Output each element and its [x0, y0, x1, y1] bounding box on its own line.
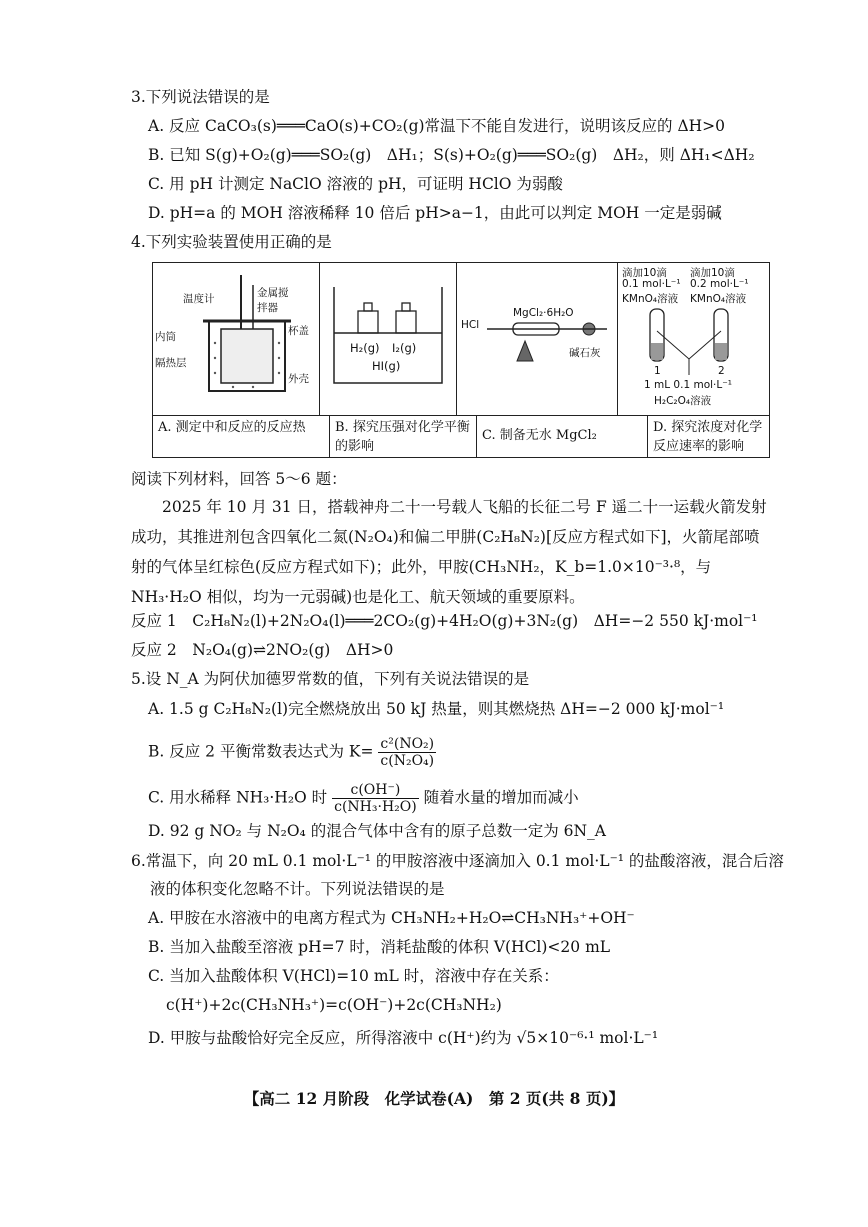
dehydration-apparatus-diagram [457, 263, 617, 415]
q3-option-d: D. pH=a 的 MOH 溶液稀释 10 倍后 pH>a−1，由此可以判定 MOH 一定是弱碱 [148, 204, 722, 222]
q6-option-a: A. 甲胺在水溶液中的电离方程式为 CH₃NH₂+H₂O⇌CH₃NH₃⁺+OH⁻ [148, 909, 635, 927]
label-h2c2o4-amount: 1 mL 0.1 mol·L⁻¹ [644, 379, 732, 391]
q5-option-c-suffix: 随着水量的增加而减小 [423, 788, 579, 807]
label-outer-shell: 外壳 [288, 373, 309, 385]
label-h2c2o4-solution: H₂C₂O₄溶液 [654, 395, 712, 407]
label-drop-1: 滴加10滴 [622, 267, 667, 279]
q4-stem: 4.下列实验装置使用正确的是 [131, 233, 332, 251]
q5-c-numerator: c(OH⁻) [332, 782, 419, 799]
label-conc-2: 0.2 mol·L⁻¹ [690, 278, 749, 290]
q3-option-b: B. 已知 S(g)+O₂(g)═══SO₂(g) ΔH₁；S(s)+O₂(g)═══SO₂(g) ΔH₂，则 ΔH₁<ΔH₂ [148, 146, 755, 164]
q6-option-c: C. 当加入盐酸体积 V(HCl)=10 mL 时，溶液中存在关系： [148, 967, 559, 985]
caption-c: C. 制备无水 MgCl₂ [477, 416, 648, 458]
q3-stem: 3.下列说法错误的是 [131, 88, 270, 106]
reading-intro: 阅读下列材料，回答 5～6 题： [131, 470, 347, 488]
label-hi: HI(g) [372, 359, 401, 373]
label-kmno4-2: KMnO₄溶液 [690, 293, 747, 305]
q6-stem-line1: 6.常温下，向 20 mL 0.1 mol·L⁻¹ 的甲胺溶液中逐滴加入 0.1 mol·L⁻¹ 的盐酸溶液，混合后溶 [131, 852, 784, 870]
q5-option-b [148, 736, 436, 769]
apparatus-b-figure [320, 263, 457, 415]
q6-stem-line2: 液的体积变化忽略不计。下列说法错误的是 [150, 880, 445, 898]
page-footer: 【高二 12 月阶段 化学试卷(A) 第 2 页(共 8 页)】 [243, 1089, 625, 1108]
calorimeter-diagram [153, 263, 319, 415]
caption-b: B. 探究压强对化学平衡的影响 [330, 416, 477, 458]
label-h2: H₂(g) [350, 341, 380, 355]
apparatus-table [152, 262, 770, 458]
q5-b-numerator: c²(NO₂) [380, 736, 435, 752]
label-i2: I₂(g) [392, 341, 417, 355]
caption-a: A. 测定中和反应的反应热 [153, 416, 330, 458]
q5-option-c [148, 782, 579, 815]
q5-option-d: D. 92 g NO₂ 与 N₂O₄ 的混合气体中含有的原子总数一定为 6N_A [148, 822, 606, 840]
apparatus-d-figure [618, 263, 769, 415]
q5-option-a: A. 1.5 g C₂H₈N₂(l)完全燃烧放出 50 kJ 热量，则其燃烧热 ΔH=−2 000 kJ·mol⁻¹ [148, 700, 725, 718]
label-lid: 杯盖 [288, 325, 309, 337]
caption-d: D. 探究浓度对化学反应速率的影响 [653, 420, 763, 454]
q5-stem: 5.设 N_A 为阿伏加德罗常数的值，下列有关说法错误的是 [131, 670, 530, 688]
q3-option-c: C. 用 pH 计测定 NaClO 溶液的 pH，可证明 HClO 为弱酸 [148, 175, 563, 193]
label-tube-2: 2 [718, 365, 725, 377]
q6-option-c-relation: c(H⁺)+2c(CH₃NH₃⁺)=c(OH⁻)+2c(CH₃NH₂) [166, 996, 502, 1014]
reaction-2: 反应 2 N₂O₄(g)⇌2NO₂(g) ΔH>0 [131, 641, 394, 659]
label-stirrer: 金属搅拌器 [257, 287, 289, 314]
label-kmno4-1: KMnO₄溶液 [622, 293, 679, 305]
reading-paragraph: 2025 年 10 月 31 日，搭载神舟二十一号载人飞船的长征二号 F 遥二十一运载火箭发射成功，其推进剂包含四氧化二氮(N₂O₄)和偏二甲肼(C₂H₈N₂)[反应方程式如下]，火箭尾部喷射的气体呈红棕色(反应方程式如下)；此外，甲胺(CH₃NH₂，K_b=1.0×10⁻³·⁸，与 NH₃·H₂O 相似，均为一元弱碱)也是化工、航天领域的重要原料。 [131, 498, 767, 606]
q6-option-b: B. 当加入盐酸至溶液 pH=7 时，消耗盐酸的体积 V(HCl)<20 mL [148, 938, 611, 956]
label-hcl: HCl [461, 319, 480, 331]
apparatus-a-figure [153, 263, 320, 415]
label-tube-1: 1 [654, 365, 661, 377]
q5-option-c-text: C. 用水稀释 NH₃·H₂O 时 [148, 788, 328, 807]
label-inner-cylinder: 内筒 [155, 331, 176, 343]
q5-c-denominator: c(NH₃·H₂O) [334, 799, 417, 815]
reaction-1: 反应 1 C₂H₈N₂(l)+2N₂O₄(l)═══2CO₂(g)+4H₂O(g)+3N₂(g) ΔH=−2 550 kJ·mol⁻¹ [131, 612, 758, 630]
q3-option-a: A. 反应 CaCO₃(s)═══CaO(s)+CO₂(g)常温下不能自发进行，说明该反应的 ΔH>0 [148, 117, 726, 135]
q5-b-denominator: c(N₂O₄) [380, 753, 435, 769]
q5-b-fraction [378, 736, 436, 769]
label-soda-lime: 碱石灰 [569, 347, 601, 359]
label-insulation: 隔热层 [155, 357, 187, 369]
label-mgcl2-hydrate: MgCl₂·6H₂O [513, 307, 574, 319]
apparatus-c-figure [457, 263, 618, 415]
label-conc-1: 0.1 mol·L⁻¹ [622, 278, 681, 290]
label-drop-2: 滴加10滴 [690, 267, 735, 279]
q5-option-b-text: B. 反应 2 平衡常数表达式为 K= [148, 742, 374, 761]
label-thermometer: 温度计 [183, 293, 215, 305]
q5-c-fraction [332, 782, 419, 815]
q6-option-d: D. 甲胺与盐酸恰好完全反应，所得溶液中 c(H⁺)约为 √5×10⁻⁶·¹ mol·L⁻¹ [148, 1029, 659, 1047]
pressure-vessel-diagram [320, 263, 456, 415]
